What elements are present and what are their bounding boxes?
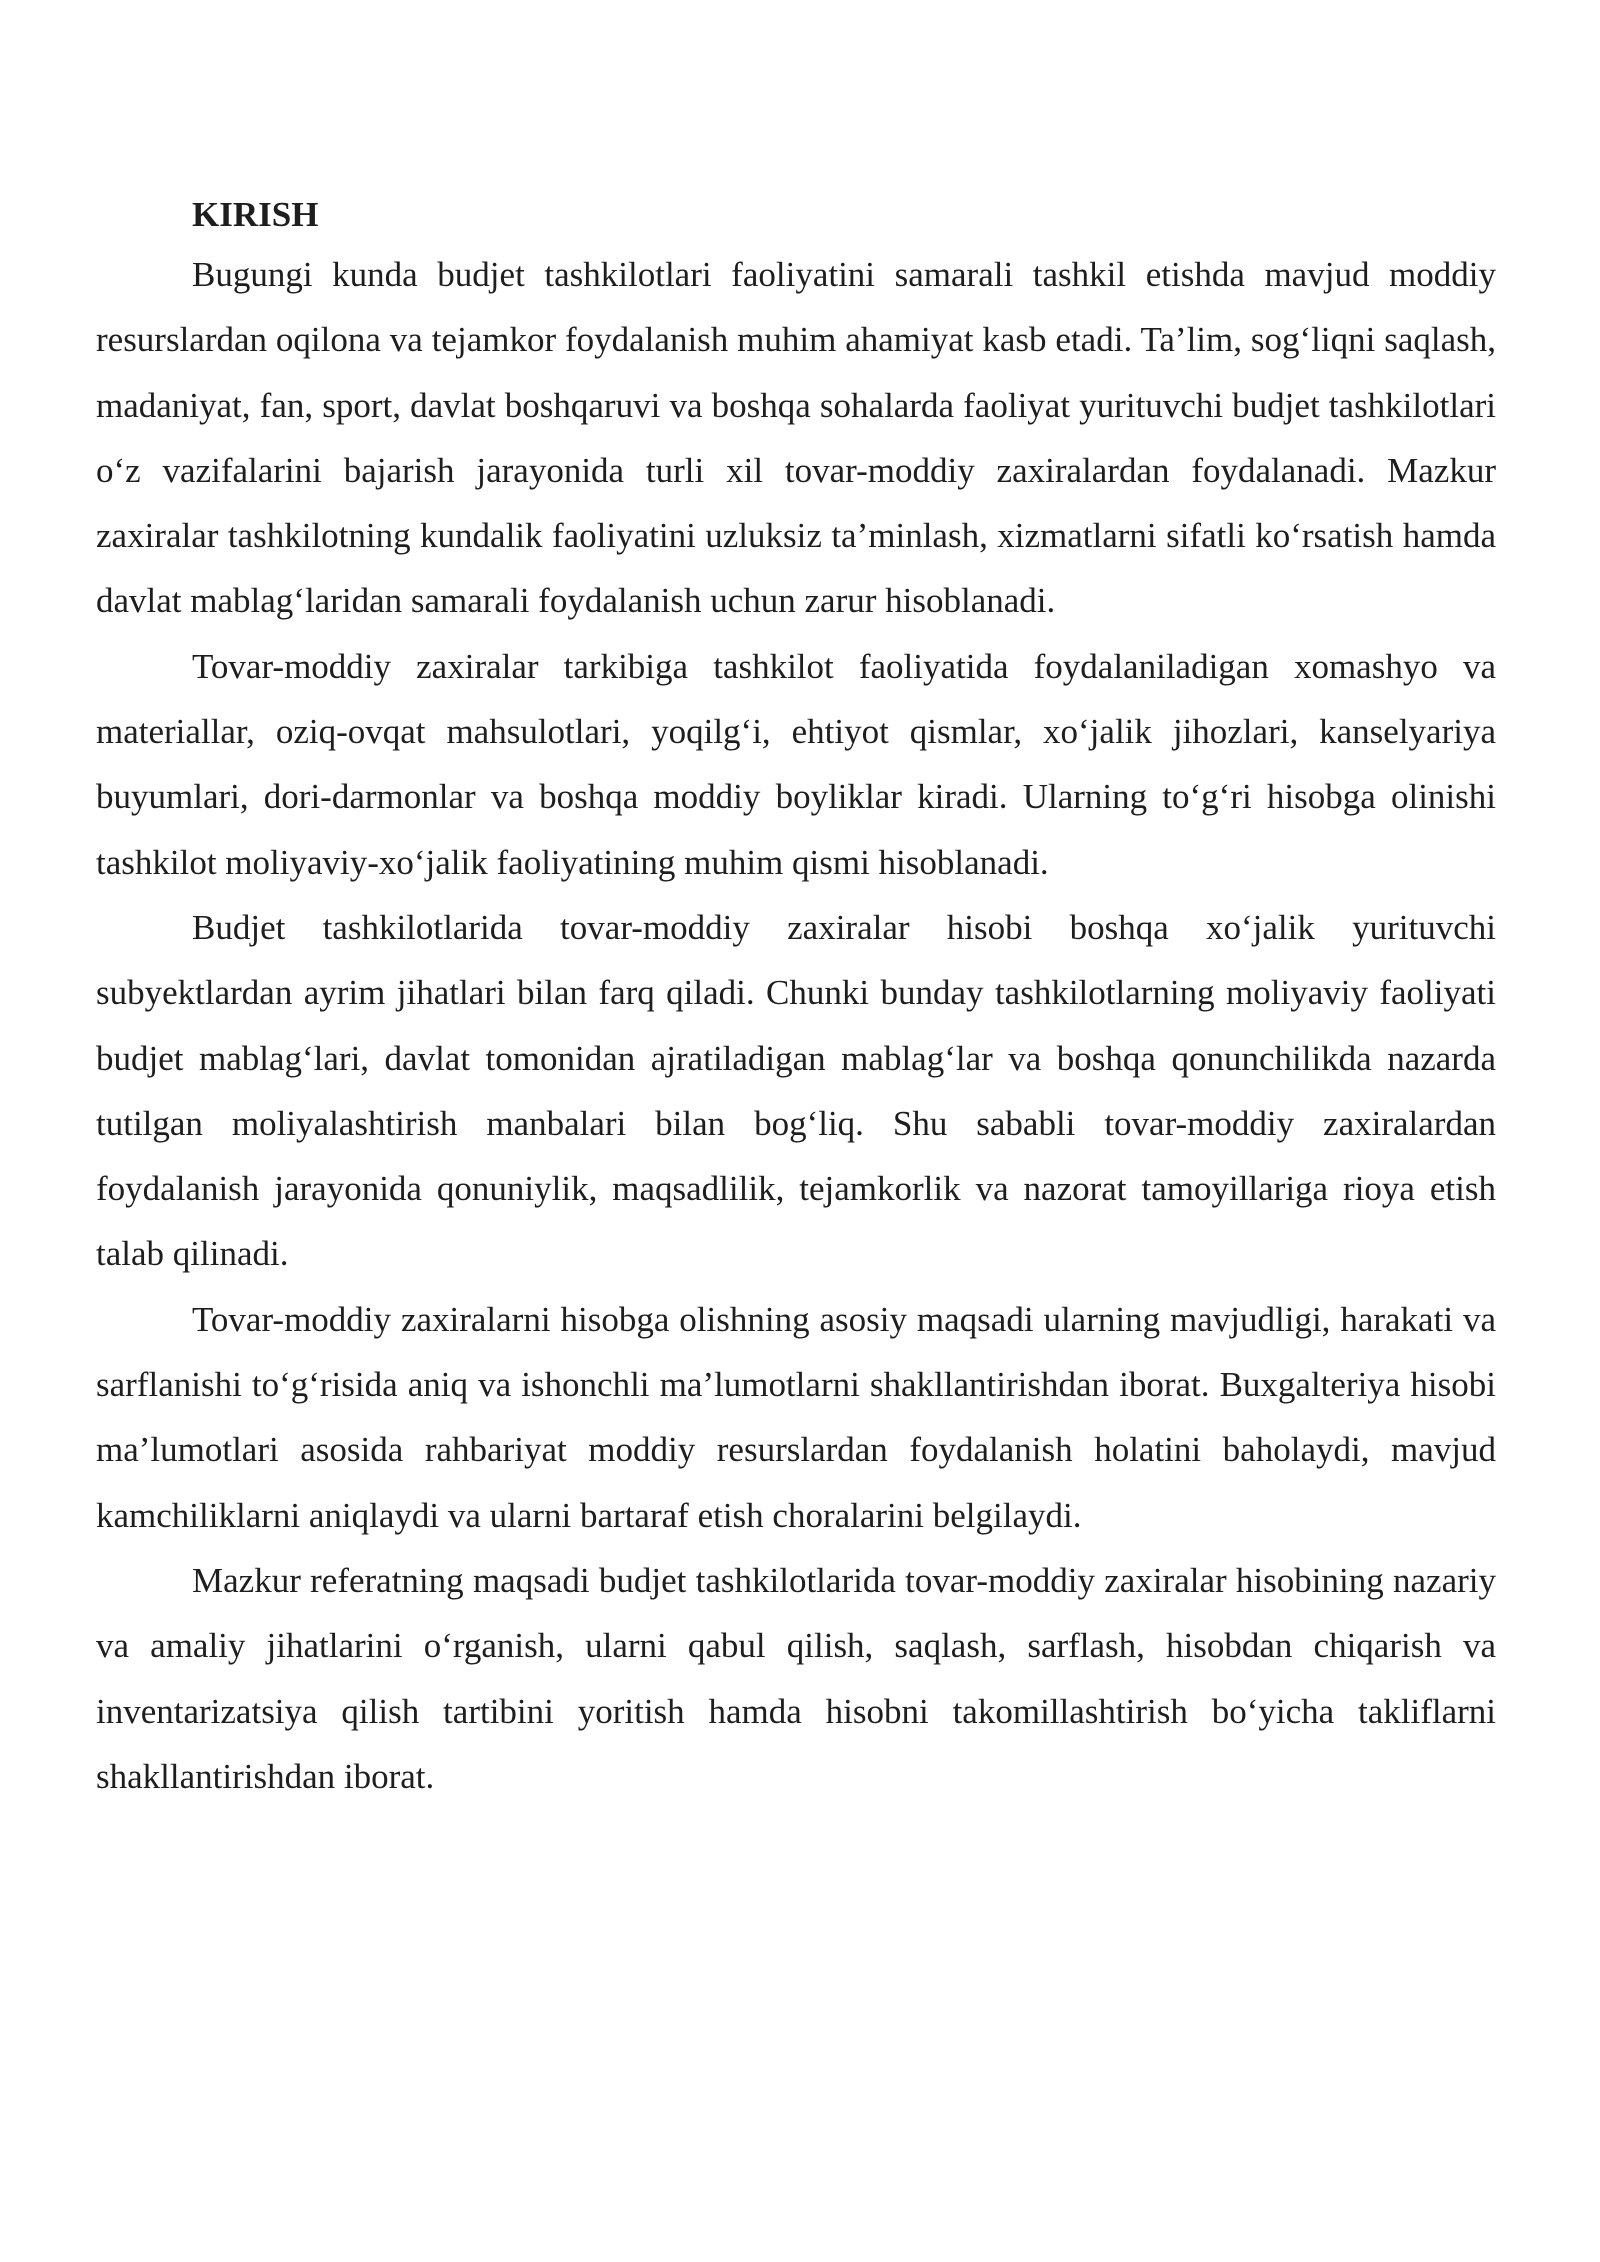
- paragraph-1: Bugungi kunda budjet tashkilotlari faoliyatini samarali tashkil etishda mavjud moddiy resurslardan oqilona va tejamkor foydalanish muhim ahamiyat kasb etadi. Ta’lim, sog‘liqni saqlash, madaniyat, fan, sport, davlat boshqaruvi va boshqa sohalarda faoliyat yurituvchi budjet tashkilotlari o‘z vazifalarini bajarish jarayonida turli xil tovar-moddiy zaxiralardan foydalanadi. Mazkur zaxiralar tashkilotning kundalik faoliyatini uzluksiz ta’minlash, xizmatlarni sifatli ko‘rsatish hamda davlat mablag‘laridan samarali foydalanish uchun zarur hisoblanadi.: [96, 255, 1496, 621]
- document-page: [96, 190, 1496, 1809]
- paragraph-5: Mazkur referatning maqsadi budjet tashkilotlarida tovar-moddiy zaxiralar hisobining nazariy va amaliy jihatlarini o‘rganish, ularni qabul qilish, saqlash, sarflash, hisobdan chiqarish va inventarizatsiya qilish tartibini yoritish hamda hisobni takomillashtirish bo‘yicha takliflarni shakllantirishdan iborat.: [96, 1560, 1496, 1796]
- paragraph-2: Tovar-moddiy zaxiralar tarkibiga tashkilot faoliyatida foydalaniladigan xomashyo va materiallar, oziq-ovqat mahsulotlari, yoqilg‘i, ehtiyot qismlar, xo‘jalik jihozlari, kanselyariya buyumlari, dori-darmonlar va boshqa moddiy boyliklar kiradi. Ularning to‘g‘ri hisobga olinishi tashkilot moliyaviy-xo‘jalik faoliyatining muhim qismi hisoblanadi.: [96, 646, 1496, 882]
- section-heading: KIRISH: [192, 195, 319, 234]
- paragraph-4: Tovar-moddiy zaxiralarni hisobga olishning asosiy maqsadi ularning mavjudligi, harakati va sarflanishi to‘g‘risida aniq va ishonchli ma’lumotlarni shakllantirishdan iborat. Buxgalteriya hisobi ma’lumotlari asosida rahbariyat moddiy resurslardan foydalanish holatini baholaydi, mavjud kamchiliklarni aniqlaydi va ularni bartaraf etish choralarini belgilaydi.: [96, 1299, 1496, 1535]
- paragraph-3: Budjet tashkilotlarida tovar-moddiy zaxiralar hisobi boshqa xo‘jalik yurituvchi subyektlardan ayrim jihatlari bilan farq qiladi. Chunki bunday tashkilotlarning moliyaviy faoliyati budjet mablag‘lari, davlat tomonidan ajratiladigan mablag‘lar va boshqa qonunchilikda nazarda tutilgan moliyalashtirish manbalari bilan bog‘liq. Shu sababli tovar-moddiy zaxiralardan foydalanish jarayonida qonuniylik, maqsadlilik, tejamkorlik va nazorat tamoyillariga rioya etish talab qilinadi.: [96, 907, 1496, 1274]
